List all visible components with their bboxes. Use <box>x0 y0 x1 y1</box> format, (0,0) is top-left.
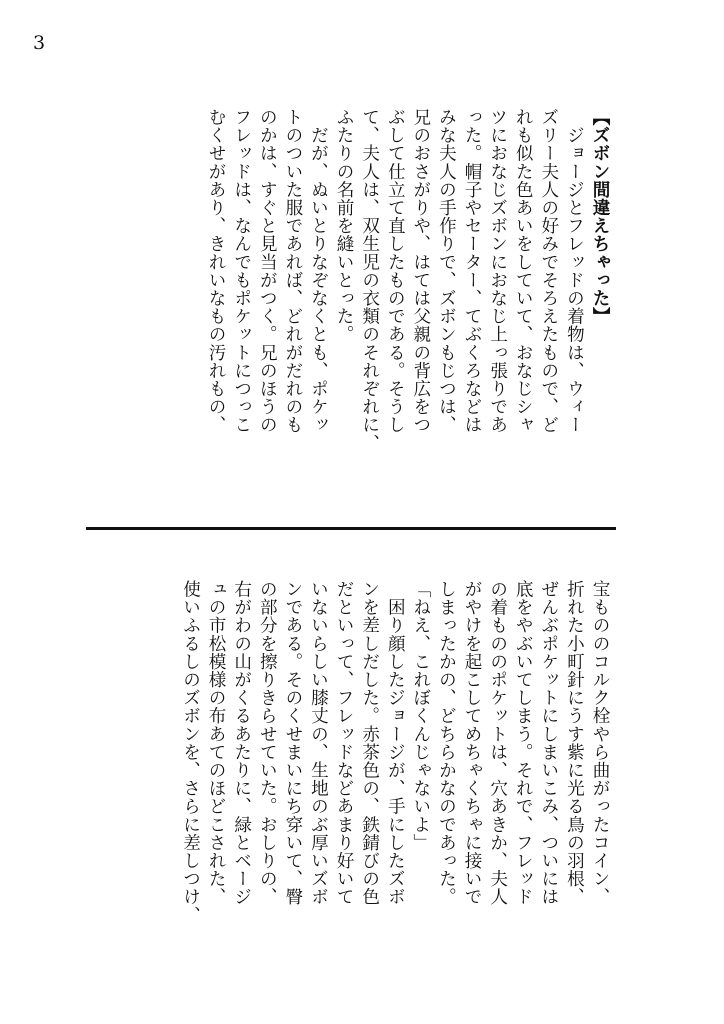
text-line: だが、ぬいとりなぞなくとも、ポケッ <box>308 108 329 434</box>
text-line: だといって、フレッドなどあまり好いて <box>334 580 355 906</box>
dialogue-line: 「ねえ、これぼくんじゃないよ」 <box>410 580 431 852</box>
text-line: ぜんぶポケットにしまいこみ、ついには <box>538 580 559 906</box>
text-line: ジョージとフレッドの着物は、ウィー <box>564 108 585 434</box>
bottom-text-block <box>177 580 612 975</box>
text-line: て、夫人は、双生児の衣類のそれぞれに、 <box>359 108 380 452</box>
text-line: フレッドは、なんでもポケットにつっこ <box>231 108 252 434</box>
text-line: みな夫人の手作りで、ズボンもじつは、 <box>436 108 457 434</box>
text-line: ンである。そのくせまいにち穿いて、臀 <box>282 580 303 906</box>
text-line: 右がわの山がくるあたりに、緑とベージ <box>231 580 252 906</box>
text-line: トのついた服であれば、どれがだれのも <box>282 108 303 434</box>
text-line: の部分を擦りきらせていた。おしりの、 <box>257 580 278 906</box>
section-divider <box>86 527 616 530</box>
text-line: ンを差しだした。赤茶色の、鉄錆びの色 <box>359 580 380 906</box>
text-line: 困り顔したジョージが、手にしたズボ <box>385 580 406 906</box>
text-line: むくせがあり、きれいなもの汚れもの、 <box>206 108 227 434</box>
text-line: れも似た色あいをしていて、おなじシャ <box>513 108 534 434</box>
text-line: 折れた小町針にうす紫に光る鳥の羽根、 <box>564 580 585 906</box>
text-line: った。帽子やセーター、てぶくろなどは <box>462 108 483 434</box>
top-text-block <box>203 108 613 488</box>
text-line: ュの市松模様の布あてのほどこされた、 <box>206 580 227 906</box>
text-line: ふたりの名前を縫いとった。 <box>334 108 355 344</box>
text-line: しまったかの、どちらかなのであった。 <box>436 580 457 906</box>
page-number: 3 <box>33 32 46 54</box>
section-heading: 【ズボン間違えちゃった】 <box>590 108 610 326</box>
text-line: がやけを起こしてめちゃくちゃに接いで <box>462 580 483 906</box>
text-line: ズリー夫人の好みでそろえたもので、ど <box>538 108 559 434</box>
text-line: ぶして仕立て直したものである。そうし <box>385 108 406 434</box>
text-line: 兄のおさがりや、はては父親の背広をつ <box>410 108 431 434</box>
text-line: 宝もののコルク栓やら曲がったコイン、 <box>590 580 610 906</box>
text-line: ツにおなじズボンにおなじ上っ張りであ <box>487 108 508 434</box>
text-line: のかは、すぐと見当がつく。兄のほうの <box>257 108 278 434</box>
text-line: の着もののポケットは、穴あきか、夫人 <box>487 580 508 906</box>
text-line: いないらしい膝丈の、生地のぶ厚いズボ <box>308 580 329 906</box>
text-line: 底をやぶいてしまう。それで、フレッド <box>513 580 534 906</box>
text-line: 使いふるしのズボンを、さらに差しつけ、 <box>180 580 201 924</box>
